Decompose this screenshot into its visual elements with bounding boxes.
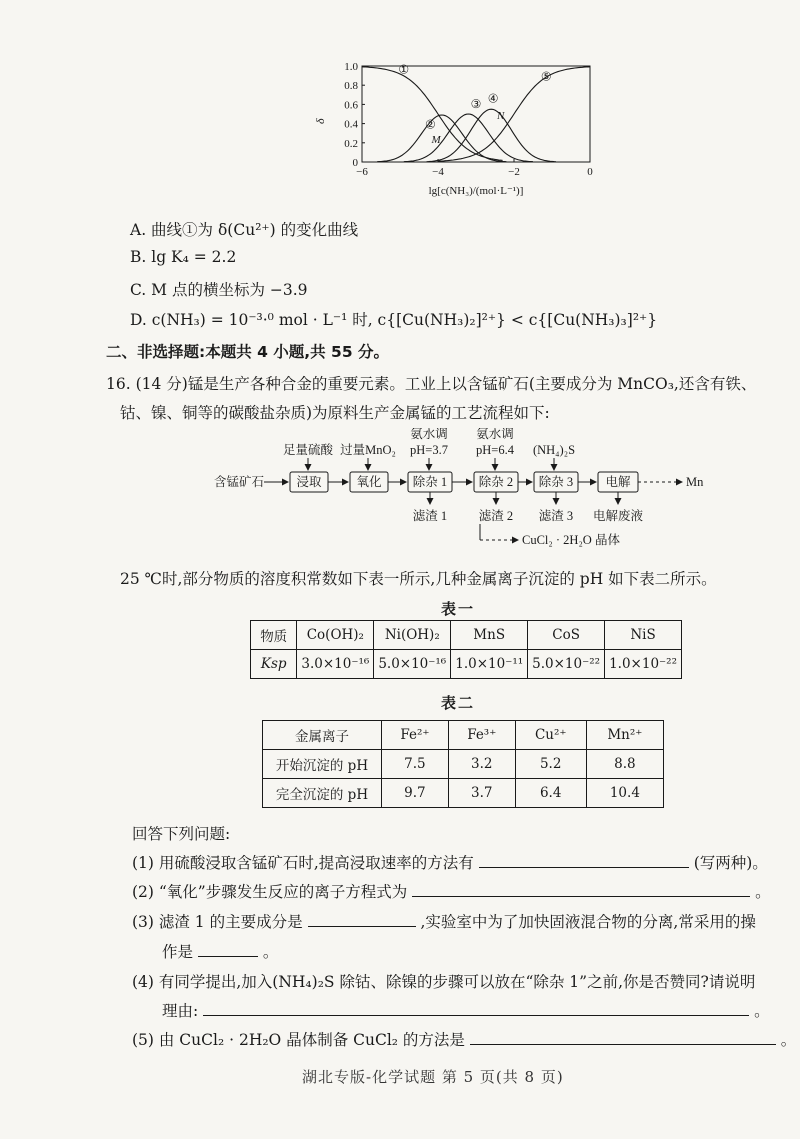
step-purify-1: 除杂 1 [412, 475, 448, 489]
question-3-text-3: 作是 [162, 943, 194, 961]
answer-blank-2[interactable] [412, 882, 750, 897]
reagent-ph-64: pH=6.4 [476, 443, 514, 457]
answer-blank-5[interactable] [470, 1030, 776, 1045]
table-row [263, 721, 664, 750]
table2-cell: 6.4 [515, 779, 586, 808]
answer-blank-1[interactable] [479, 853, 689, 868]
table-row [263, 779, 664, 808]
question-4-end: 。 [754, 1002, 770, 1020]
table2-cell: 5.2 [515, 750, 586, 779]
chart-frame [362, 66, 590, 162]
question-3-text-2: ,实验室中为了加快固液混合物的分离,常采用的操 [420, 913, 756, 931]
curve-2 [377, 115, 506, 162]
table2-cell: 9.7 [382, 779, 449, 808]
table1-header: CoS [528, 621, 605, 650]
y-tick-label: 0.4 [344, 118, 358, 131]
flow-start: 含锰矿石 [214, 475, 265, 489]
table-row [251, 650, 682, 679]
reagent-nh4-2s: (NH₄)₂S [532, 443, 576, 457]
table1-cell: 5.0×10⁻²² [528, 650, 605, 679]
answer-blank-3b[interactable] [198, 942, 258, 957]
table1-row-label: Ksp [251, 650, 297, 679]
table-row [263, 750, 664, 779]
reagent-ammonia-1: 氨水调 [410, 428, 448, 441]
table1-header: Ni(OH)₂ [374, 621, 451, 650]
option-b: B. lg K₄ = 2.2 [130, 248, 237, 266]
step-leach: 浸取 [296, 475, 322, 489]
step-purify-3: 除杂 3 [538, 475, 574, 489]
ksp-intro: 25 ℃时,部分物质的溶度积常数如下表一所示,几种金属离子沉淀的 pH 如下表二所示。 [120, 570, 717, 588]
ksp-table [250, 620, 682, 679]
electrolysis-waste: 电解废液 [592, 509, 644, 523]
question-3-text: (3) 滤渣 1 的主要成分是 [132, 913, 303, 931]
step-oxidize: 氧化 [356, 475, 382, 489]
question-4: (4) 有同学提出,加入(NH₄)₂S 除钴、除镍的步骤可以放在“除杂 1”之前,你是否赞同?请说明 [132, 973, 756, 991]
curve-3 [404, 114, 533, 162]
curve-annotation: ⑤ [540, 69, 552, 84]
question-1 [132, 851, 768, 873]
question-2 [132, 880, 771, 902]
option-c: C. M 点的横坐标为 −3.9 [130, 281, 308, 299]
table2-header: 金属离子 [263, 721, 382, 750]
question-5 [132, 1028, 796, 1050]
curve-1 [362, 67, 503, 161]
curve-5 [438, 67, 590, 161]
reagent-sulfuric-acid: 足量硫酸 [282, 443, 334, 457]
table1-header: Co(OH)₂ [297, 621, 374, 650]
flow-end-mn: Mn [686, 475, 704, 489]
branch-cucl2-crystal: CuCl₂ · 2H₂O 晶体 [522, 533, 620, 547]
curve-annotation: M [431, 133, 441, 146]
table1-cell: 1.0×10⁻²² [605, 650, 682, 679]
x-tick-label: −2 [508, 166, 520, 178]
answer-prompt: 回答下列问题: [132, 825, 231, 843]
question-3-end: 。 [262, 943, 279, 961]
curve-annotation: ③ [470, 97, 482, 112]
table1-cell: 1.0×10⁻¹¹ [451, 650, 528, 679]
y-tick-label: 0 [352, 157, 358, 169]
table-row [251, 621, 682, 650]
x-tick-label: 0 [587, 166, 593, 178]
y-tick-label: 1.0 [344, 61, 358, 73]
residue-1: 滤渣 1 [412, 509, 448, 523]
table2-header: Cu²⁺ [515, 721, 586, 750]
question-1-tail: (写两种)。 [693, 854, 768, 872]
answer-blank-4[interactable] [203, 1001, 749, 1016]
table2-cell: 3.2 [448, 750, 515, 779]
question-3-cont [162, 940, 278, 962]
y-tick-label: 0.8 [344, 80, 358, 93]
table2-cell: 10.4 [586, 779, 663, 808]
reagent-ammonia-2: 氨水调 [476, 428, 514, 441]
table2-header: Fe³⁺ [448, 721, 515, 750]
q16-intro-1: 16. (14 分)锰是生产各种合金的重要元素。工业上以含锰矿石(主要成分为 MnCO₃,还含有铁、 [106, 375, 757, 393]
distribution-chart [310, 52, 610, 212]
curve-annotation: ② [425, 117, 436, 132]
table2-cell: 3.7 [448, 779, 515, 808]
step-electrolysis: 电解 [605, 475, 631, 489]
curve-annotation: N [497, 109, 505, 122]
table1-title: 表一 [441, 600, 476, 618]
curve-annotation: ④ [487, 91, 499, 106]
section-heading: 二、非选择题:本题共 4 小题,共 55 分。 [106, 343, 390, 361]
table2-cell: 8.8 [586, 750, 663, 779]
table2-cell: 7.5 [382, 750, 449, 779]
reagent-mno2: 过量MnO₂ [340, 443, 396, 457]
table1-cell: 3.0×10⁻¹⁶ [297, 650, 374, 679]
x-axis-label: lg[c(NH₃)/(mol·L⁻¹)] [428, 185, 524, 197]
table2-title: 表二 [441, 694, 476, 712]
residue-3: 滤渣 3 [538, 509, 574, 523]
question-1-text: (1) 用硫酸浸取含锰矿石时,提高浸取速率的方法有 [132, 854, 474, 872]
x-tick-label: −4 [432, 166, 444, 178]
table1-header: NiS [605, 621, 682, 650]
option-a: A. 曲线①为 δ(Cu²⁺) 的变化曲线 [130, 221, 359, 239]
question-2-text: (2) “氧化”步骤发生反应的离子方程式为 [132, 883, 408, 901]
option-d: D. c(NH₃) = 10⁻³·⁰ mol · L⁻¹ 时, c{[Cu(NH₃)₂]²⁺} < c{[Cu(NH₃)₃]²⁺} [130, 311, 658, 329]
table1-cell: 5.0×10⁻¹⁶ [374, 650, 451, 679]
table1-header: MnS [451, 621, 528, 650]
table2-row-label: 完全沉淀的 pH [263, 779, 382, 808]
step-purify-2: 除杂 2 [478, 475, 514, 489]
page-footer: 湖北专版-化学试题 第 5 页(共 8 页) [302, 1068, 564, 1086]
x-tick-label: −6 [356, 166, 368, 178]
answer-blank-3a[interactable] [308, 912, 416, 927]
table2-header: Mn²⁺ [586, 721, 663, 750]
question-5-text: (5) 由 CuCl₂ · 2H₂O 晶体制备 CuCl₂ 的方法是 [132, 1031, 465, 1049]
precipitation-ph-table [262, 720, 664, 808]
residue-2: 滤渣 2 [478, 509, 514, 523]
curve-annotation: ① [398, 62, 410, 77]
question-4-text-2: 理由: [162, 1002, 199, 1020]
table2-header: Fe²⁺ [382, 721, 449, 750]
process-flow-diagram [212, 428, 712, 550]
y-tick-label: 0.6 [344, 99, 358, 112]
table2-row-label: 开始沉淀的 pH [263, 750, 382, 779]
reagent-ph-37: pH=3.7 [410, 443, 448, 457]
table1-header: 物质 [251, 621, 297, 650]
question-4-cont [162, 999, 770, 1021]
question-5-end: 。 [780, 1031, 797, 1049]
question-2-end: 。 [755, 883, 771, 901]
y-tick-label: 0.2 [344, 137, 358, 150]
y-axis-label: δ [313, 118, 327, 124]
question-3 [132, 910, 756, 932]
q16-intro-2: 钴、镍、铜等的碳酸盐杂质)为原料生产金属锰的工艺流程如下: [120, 404, 550, 422]
